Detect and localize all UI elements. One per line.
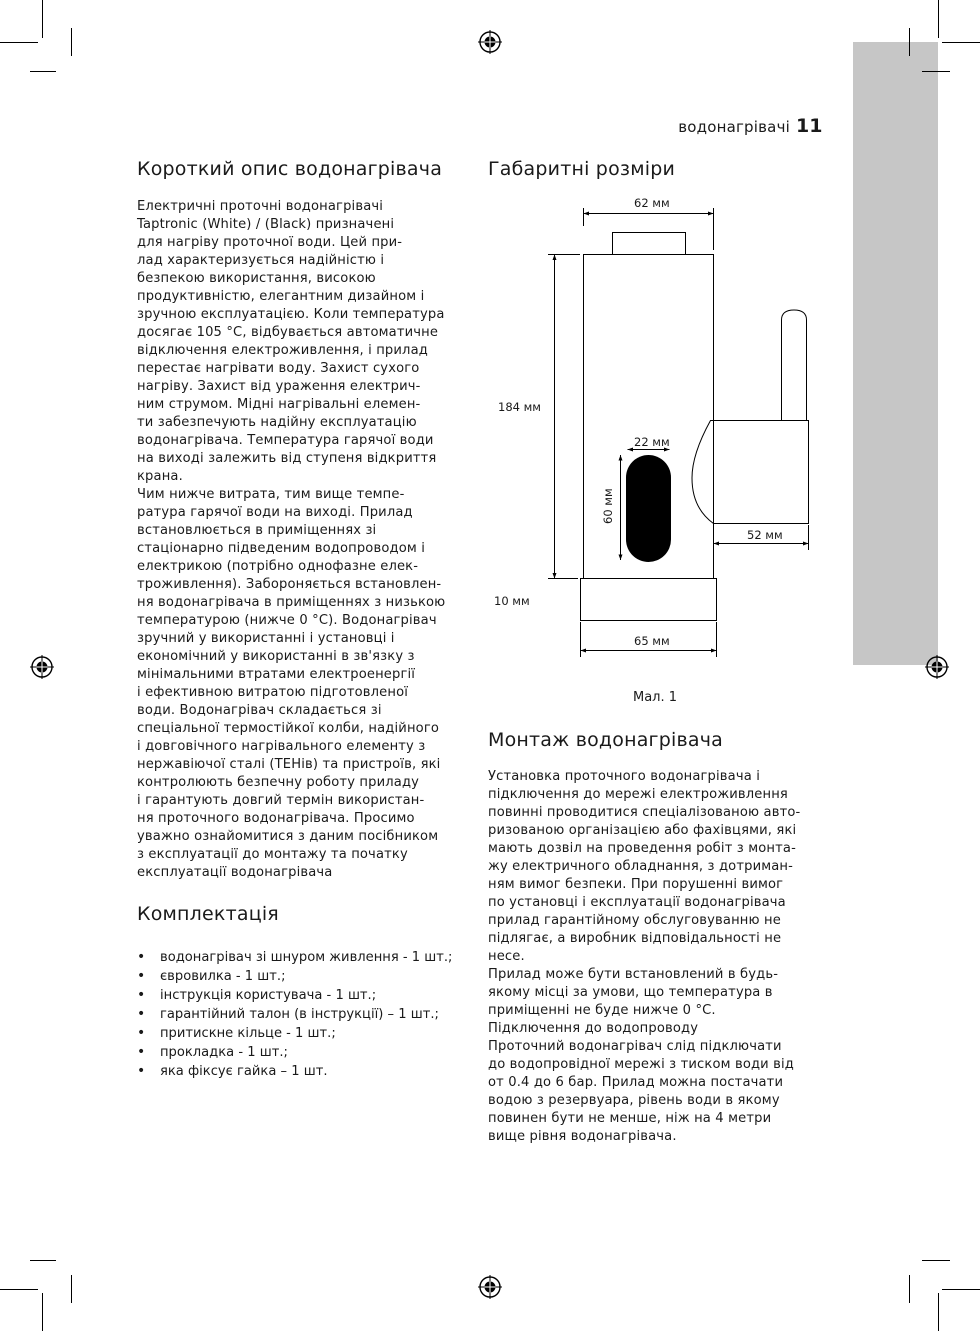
text-line: контролюють безпечну роботу приладу <box>137 775 420 790</box>
text-line: от 0.4 до 6 бар. Прилад можна постачати <box>488 1075 784 1090</box>
crop-mark <box>30 71 56 72</box>
text-line: підлягає, а виробник відповідальності не <box>488 931 782 946</box>
crop-mark <box>922 1260 950 1261</box>
list-item: • євровилка - 1 шт.; <box>137 967 452 986</box>
dim-label-base-width: 65 мм <box>634 634 670 648</box>
mounting-heading: Монтаж водонагрівача <box>488 729 723 751</box>
dim-label-window-width: 22 мм <box>634 435 670 449</box>
crop-mark <box>42 1293 43 1331</box>
kit-heading: Комплектація <box>137 903 279 925</box>
crop-mark <box>0 42 38 43</box>
text-line: повинні проводитися спеціалізованою авто- <box>488 805 801 820</box>
text-line: експлуатації водонагрівача <box>137 865 333 880</box>
list-item: • гарантійний талон (в інструкції) – 1 шт.; <box>137 1005 452 1024</box>
text-line: ти забезпечують надійну експлуатацію <box>137 415 417 430</box>
text-line: зручною експлуатацією. Коли температура <box>137 307 445 322</box>
list-item: • інструкція користувача - 1 шт.; <box>137 986 452 1005</box>
text-line: до водопровідної мережі з тиском води від <box>488 1057 795 1072</box>
text-line: ням вимог безпеки. При порушенні вимог <box>488 877 784 892</box>
registration-mark-icon <box>478 1275 502 1299</box>
lever <box>782 310 807 421</box>
text-line: по установці і експлуатації водонагрівача <box>488 895 786 910</box>
side-tab <box>853 42 938 665</box>
text-line: відключення електроживлення, і прилад <box>137 343 428 358</box>
text-line: мінімальними втратами електроенергії <box>137 667 416 682</box>
text-line: ним струмом. Мідні нагрівальні елемен- <box>137 397 421 412</box>
text-line: вище рівня водонагрівача. <box>488 1129 677 1144</box>
text-line: уважно ознайомитися з даним посібником <box>137 829 439 844</box>
dimensions-heading: Габаритні розміри <box>488 158 676 180</box>
crop-mark <box>0 1289 38 1290</box>
crop-mark <box>942 42 980 43</box>
crop-mark <box>909 28 910 56</box>
crop-mark <box>30 1260 56 1261</box>
figure-caption: Мал. 1 <box>633 690 678 705</box>
description-heading: Короткий опис водонагрівача <box>137 158 443 180</box>
text-line: Проточний водонагрівач слід підключати <box>488 1039 782 1054</box>
text-line: троживлення). Забороняється встановлен- <box>137 577 442 592</box>
list-item: • яка фіксує гайка – 1 шт. <box>137 1062 452 1081</box>
text-line: для нагріву проточної води. Цей при- <box>137 235 403 250</box>
text-line: продуктивністю, елегантним дизайном і <box>137 289 425 304</box>
dim-label-base-height: 10 мм <box>494 594 530 608</box>
text-line: електрикою (потрібно однофазне елек- <box>137 559 419 574</box>
text-line: економічний у використанні в зв'язку з <box>137 649 415 664</box>
crop-mark <box>942 1289 980 1290</box>
mounting-paragraph <box>488 768 800 1146</box>
text-line: підключення до мережі електроживлення <box>488 787 788 802</box>
list-item: • притискне кільце - 1 шт.; <box>137 1024 452 1043</box>
kit-list <box>137 948 452 1081</box>
page-number: 11 <box>796 115 823 137</box>
heater-cap <box>613 233 686 255</box>
text-line: крана. <box>137 469 183 484</box>
crop-mark <box>71 1275 72 1303</box>
heater-base <box>581 579 717 621</box>
text-line: Прилад може бути встановлений в будь- <box>488 967 779 982</box>
text-line: води. Водонагрівач складається зі <box>137 703 382 718</box>
dim-label-window-height: 60 мм <box>601 488 615 524</box>
text-line: лад характеризується надійністю і <box>137 253 385 268</box>
text-line: якому місці за умови, що температура в <box>488 985 773 1000</box>
text-line: і гарантують довгий термін використан- <box>137 793 425 808</box>
text-line: зручний у використанні і установці і <box>137 631 395 646</box>
list-item: • водонагрівач зі шнуром живлення - 1 шт.; <box>137 948 452 967</box>
text-line: несе. <box>488 949 525 964</box>
text-line: повинен бути не менше, ніж на 4 метри <box>488 1111 772 1126</box>
crop-mark <box>922 71 950 72</box>
text-line: водою з резервуара, рівень води в якому <box>488 1093 780 1108</box>
text-line: і довговічного нагрівального елементу з <box>137 739 426 754</box>
text-line: водонагрівача. Температура гарячої води <box>137 433 434 448</box>
text-line: спеціальної термостійкої колби, надійного <box>137 721 440 736</box>
text-line: приміщенні не буде нижче 0 °С. <box>488 1003 716 1018</box>
text-line: Підключення до водопроводу <box>488 1021 699 1036</box>
text-line: Чим нижче витрата, тим вище темпе- <box>137 487 405 502</box>
text-line: стаціонарно підведеним водопроводом і <box>137 541 425 556</box>
dim-label-spout-depth: 52 мм <box>747 528 783 542</box>
text-line: ратура гарячої води на виході. Прилад <box>137 505 413 520</box>
text-line: жу електричного обладнання, з дотриман- <box>488 859 794 874</box>
running-header-title: водонагрівачі <box>678 118 790 136</box>
text-line: Taptronic (White) / (Black) призначені <box>137 217 395 232</box>
spout-housing <box>692 421 809 524</box>
text-line: прилад гарантійному обслуговуванню не <box>488 913 781 928</box>
text-line: досягає 105 °С, відбувається автоматичне <box>137 325 439 340</box>
dim-label-height: 184 мм <box>498 400 541 414</box>
text-line: ня проточного водонагрівача. Просимо <box>137 811 415 826</box>
text-line: і ефективною витратою підготовленої <box>137 685 409 700</box>
crop-mark <box>909 1275 910 1303</box>
registration-mark-icon <box>30 655 54 679</box>
text-line: на виході залежить від ступеня відкриття <box>137 451 437 466</box>
text-line: встановлюється в приміщеннях зі <box>137 523 377 538</box>
list-item: • прокладка - 1 шт.; <box>137 1043 452 1062</box>
crop-mark <box>42 0 43 38</box>
description-paragraph <box>137 198 445 882</box>
crop-mark <box>71 28 72 56</box>
dimensions-diagram <box>488 190 828 670</box>
text-line: нержавіючої сталі (ТЕНів) та пристроїв, які <box>137 757 441 772</box>
registration-mark-icon <box>478 30 502 54</box>
text-line: з експлуатації до монтажу та початку <box>137 847 408 862</box>
text-line: Електричні проточні водонагрівачі <box>137 199 384 214</box>
text-line: ризованою організацією або фахівцями, які <box>488 823 797 838</box>
text-line: мають дозвіл на проведення робіт з монта- <box>488 841 796 856</box>
dim-label-top-width: 62 мм <box>634 196 670 210</box>
text-line: Установка проточного водонагрівача і <box>488 769 760 784</box>
display-window <box>626 455 671 562</box>
registration-mark-icon <box>925 655 949 679</box>
text-line: перестає нагрівати воду. Захист сухого <box>137 361 420 376</box>
text-line: температурою (нижче 0 °С). Водонагрівач <box>137 613 437 628</box>
text-line: ня водонагрівача в приміщеннях з низькою <box>137 595 446 610</box>
crop-mark <box>938 1293 939 1331</box>
crop-mark <box>938 0 939 38</box>
text-line: нагріву. Захист від ураження електрич- <box>137 379 421 394</box>
text-line: безпекою використання, високою <box>137 271 376 286</box>
